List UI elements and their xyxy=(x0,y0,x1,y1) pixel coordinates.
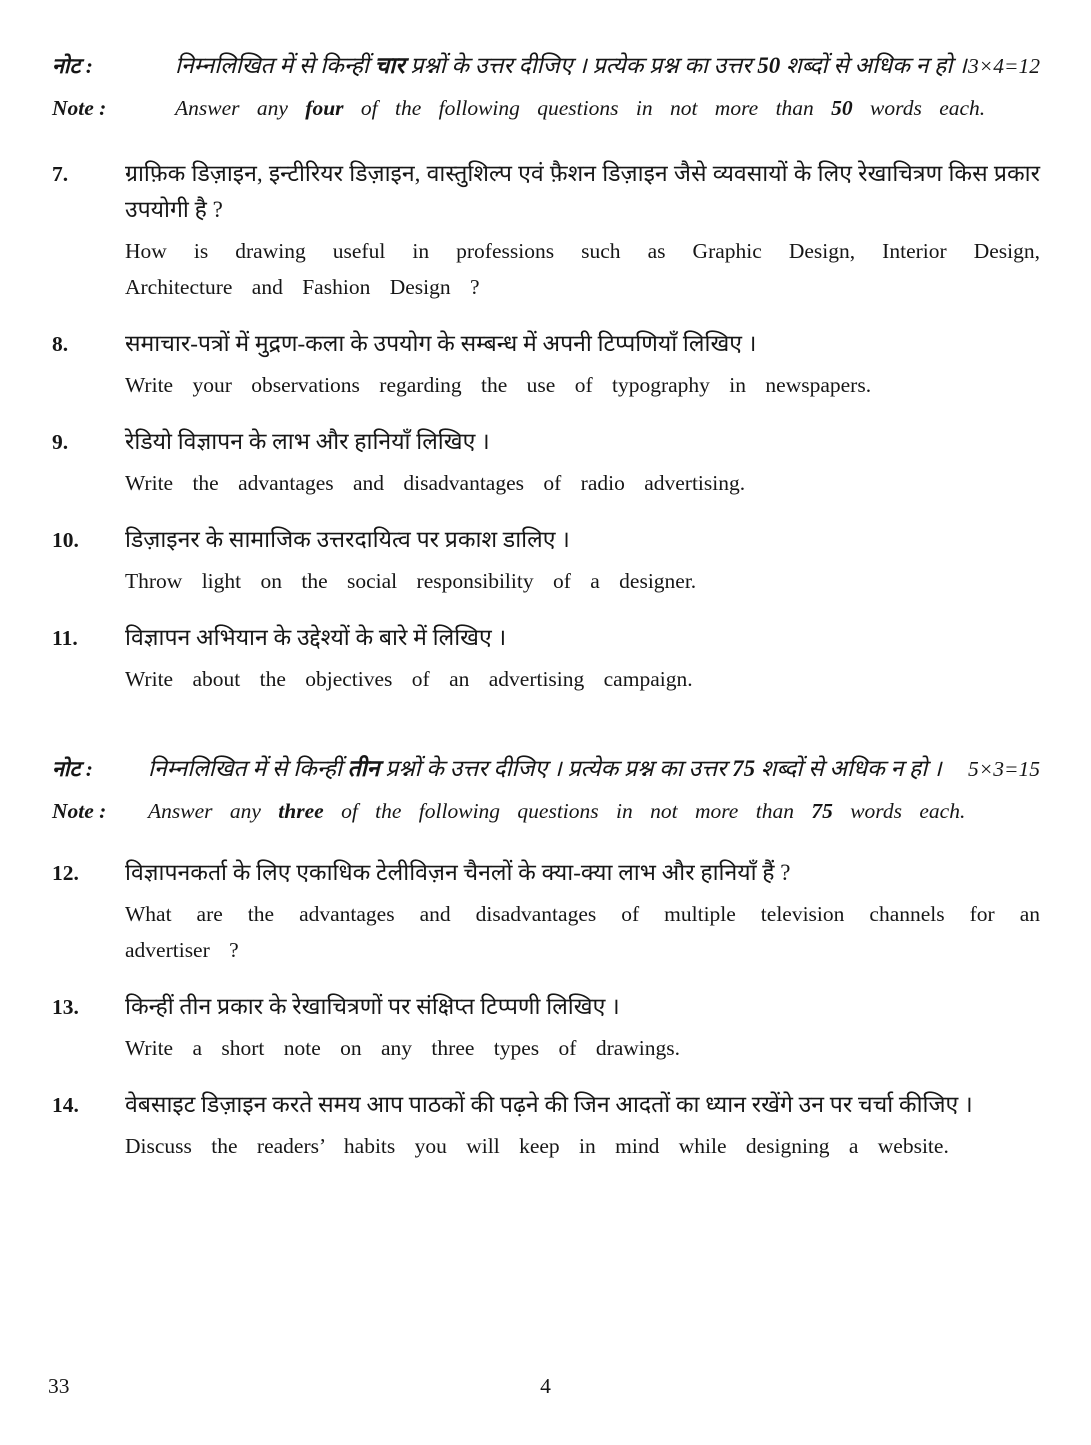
section2-note-english-row xyxy=(52,793,1040,829)
note-text-hindi xyxy=(175,48,997,84)
question-number: 13. xyxy=(52,995,79,1019)
section2-marks: 5×3=15 xyxy=(967,757,1040,781)
section2-note-hindi-row xyxy=(52,751,1040,787)
question-body xyxy=(125,1087,1040,1164)
question-item-11 xyxy=(52,620,1040,697)
question-text-hindi: विज्ञापन अभियान के उद्देश्यों के बारे में लिखिए । xyxy=(125,625,507,650)
question-number: 14. xyxy=(52,1093,79,1117)
note-text-english xyxy=(175,90,1040,126)
note-english-bold-wordlimit: 50 xyxy=(831,96,853,120)
note-label-hindi: नोट : xyxy=(52,757,93,781)
question-text-english: What are the advantages and disadvantages of multiple television channels for an advertiser ? xyxy=(125,902,1040,962)
question-text-english: Write a short note on any three types of drawings. xyxy=(125,1036,681,1060)
question-item-7 xyxy=(52,156,1040,305)
note-english-segment: words each. xyxy=(832,799,966,823)
question-text-english: Write your observations regarding the use of typography in newspapers. xyxy=(125,373,872,397)
note-label-english: Note : xyxy=(52,799,107,823)
note-hindi-segment: प्रश्नों के उत्तर दीजिए । प्रत्येक प्रश्न का उत्तर xyxy=(404,53,758,78)
note-hindi-segment: शब्दों से अधिक न हो । xyxy=(780,53,967,78)
note-text-hindi xyxy=(148,751,1006,787)
note-english-segment: words each. xyxy=(852,96,986,120)
question-text-english: Throw light on the social responsibility of a designer. xyxy=(125,569,697,593)
question-text-hindi: वेबसाइट डिज़ाइन करते समय आप पाठकों की पढ़ने की जिन आदतों का ध्यान रखेंगे उन पर चर्चा कीजिए । xyxy=(125,1092,973,1117)
section1-note-english-row xyxy=(52,90,1040,126)
paper-code: 33 xyxy=(48,1374,70,1398)
question-text-english: Write about the objectives of an advertising campaign. xyxy=(125,667,693,691)
note-hindi-segment: निम्नलिखित में से किन्हीं xyxy=(175,53,375,78)
question-item-10 xyxy=(52,522,1040,599)
question-item-13 xyxy=(52,989,1040,1066)
question-text-english: Write the advantages and disadvantages of radio advertising. xyxy=(125,471,746,495)
question-text-hindi: ग्राफ़िक डिज़ाइन, इन्टीरियर डिज़ाइन, वास्तुशिल्प एवं फ़ैशन डिज़ाइन जैसे व्यवसायों के लिए रेखाचित्रण किस प्रकार उपयोगी है ? xyxy=(125,161,1040,222)
section1-note-hindi-row xyxy=(52,48,1040,84)
question-body xyxy=(125,855,1040,968)
page-number: 4 xyxy=(540,1374,551,1398)
question-number: 8. xyxy=(52,332,69,356)
question-item-14 xyxy=(52,1087,1040,1164)
question-text-english: Discuss the readers’ habits you will keep in mind while designing a website. xyxy=(125,1134,949,1158)
question-number: 7. xyxy=(52,162,69,186)
question-text-english: How is drawing useful in professions such as Graphic Design, Interior Design, Architecture and Fashion Design ? xyxy=(125,239,1040,299)
question-body xyxy=(125,522,1040,599)
note-english-bold-count: three xyxy=(278,799,324,823)
question-number: 12. xyxy=(52,861,79,885)
question-text-hindi: किन्हीं तीन प्रकार के रेखाचित्रणों पर संक्षिप्त टिप्पणी लिखिए । xyxy=(125,994,620,1019)
note-hindi-bold-wordlimit: 75 xyxy=(732,756,756,781)
note-label-english: Note : xyxy=(52,96,107,120)
question-text-hindi: समाचार-पत्रों में मुद्रण-कला के उपयोग के सम्बन्ध में अपनी टिप्पणियाँ लिखिए । xyxy=(125,331,757,356)
question-body xyxy=(125,620,1040,697)
question-body xyxy=(125,156,1040,305)
question-item-9 xyxy=(52,424,1040,501)
question-number: 10. xyxy=(52,528,79,552)
section1-marks: 3×4=12 xyxy=(967,54,1040,78)
question-number: 9. xyxy=(52,430,69,454)
question-number: 11. xyxy=(52,626,78,650)
note-english-bold-count: four xyxy=(305,96,344,120)
question-text-hindi: विज्ञापनकर्ता के लिए एकाधिक टेलीविज़न चैनलों के क्या-क्या लाभ और हानियाँ हैं ? xyxy=(125,860,791,885)
note-english-segment: of the following questions in not more than xyxy=(323,799,812,823)
question-item-8 xyxy=(52,326,1040,403)
note-english-segment: Answer any xyxy=(175,96,306,120)
section1-note-block xyxy=(52,48,1040,126)
question-body xyxy=(125,424,1040,501)
note-english-bold-wordlimit: 75 xyxy=(811,799,833,823)
question-text-hindi: रेडियो विज्ञापन के लाभ और हानियाँ लिखिए । xyxy=(125,429,490,454)
page-footer xyxy=(0,1368,1091,1404)
note-hindi-segment: शब्दों से अधिक न हो । xyxy=(755,756,942,781)
note-hindi-bold-wordlimit: 50 xyxy=(757,53,781,78)
note-label-hindi: नोट : xyxy=(52,54,93,78)
section2-note-block xyxy=(52,751,1040,829)
question-text-hindi: डिज़ाइनर के सामाजिक उत्तरदायित्व पर प्रकाश डालिए । xyxy=(125,527,570,552)
note-hindi-bold-count: तीन xyxy=(347,756,380,781)
note-english-segment: Answer any xyxy=(148,799,279,823)
note-hindi-segment: निम्नलिखित में से किन्हीं xyxy=(148,756,348,781)
question-item-12 xyxy=(52,855,1040,968)
question-body xyxy=(125,326,1040,403)
question-body xyxy=(125,989,1040,1066)
note-text-english xyxy=(148,793,1040,829)
note-hindi-bold-count: चार xyxy=(374,53,405,78)
note-english-segment: of the following questions in not more than xyxy=(343,96,832,120)
note-hindi-segment: प्रश्नों के उत्तर दीजिए । प्रत्येक प्रश्न का उत्तर xyxy=(379,756,733,781)
